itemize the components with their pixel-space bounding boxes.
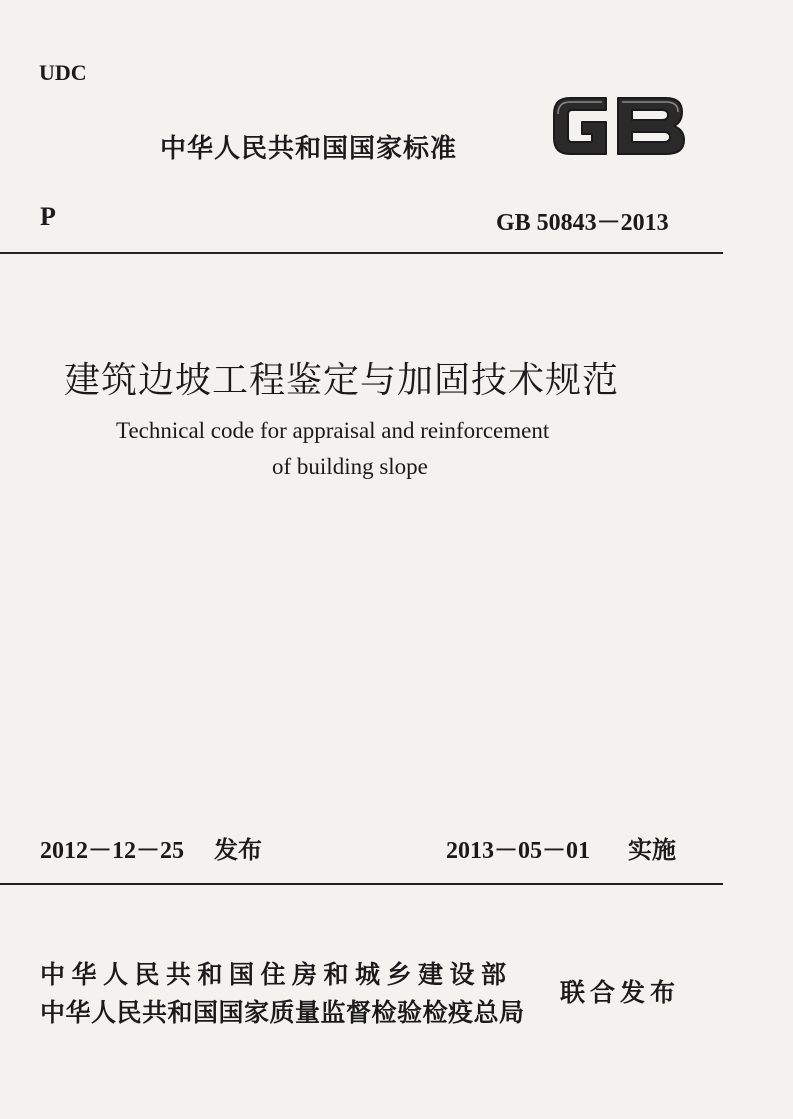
title-english-line2: of building slope: [272, 454, 428, 479]
standard-number: GB 50843－2013: [496, 210, 669, 236]
gb-logo: [548, 92, 690, 160]
joint-issue-label: 联合发布: [560, 978, 681, 1007]
implementation-date: 2013－05－01: [446, 838, 590, 864]
national-standard-title: 中华人民共和国国家标准: [160, 134, 458, 164]
title-english-line1: Technical code for appraisal and reinforcement: [116, 418, 550, 443]
issue-label: 发布: [214, 836, 262, 864]
issue-date: 2012－12－25: [40, 838, 184, 864]
issuer-quality-supervision: 中华人民共和国国家质量监督检验检疫总局: [40, 998, 525, 1027]
bottom-divider: [0, 883, 723, 885]
udc-label: UDC: [39, 60, 87, 85]
issuer-ministry-housing: 中华人民共和国住房和城乡建设部: [40, 960, 513, 989]
top-divider: [0, 252, 723, 254]
classification-code: P: [40, 202, 56, 231]
title-chinese: 建筑边坡工程鉴定与加固技术规范: [64, 360, 620, 400]
implementation-label: 实施: [628, 836, 676, 864]
